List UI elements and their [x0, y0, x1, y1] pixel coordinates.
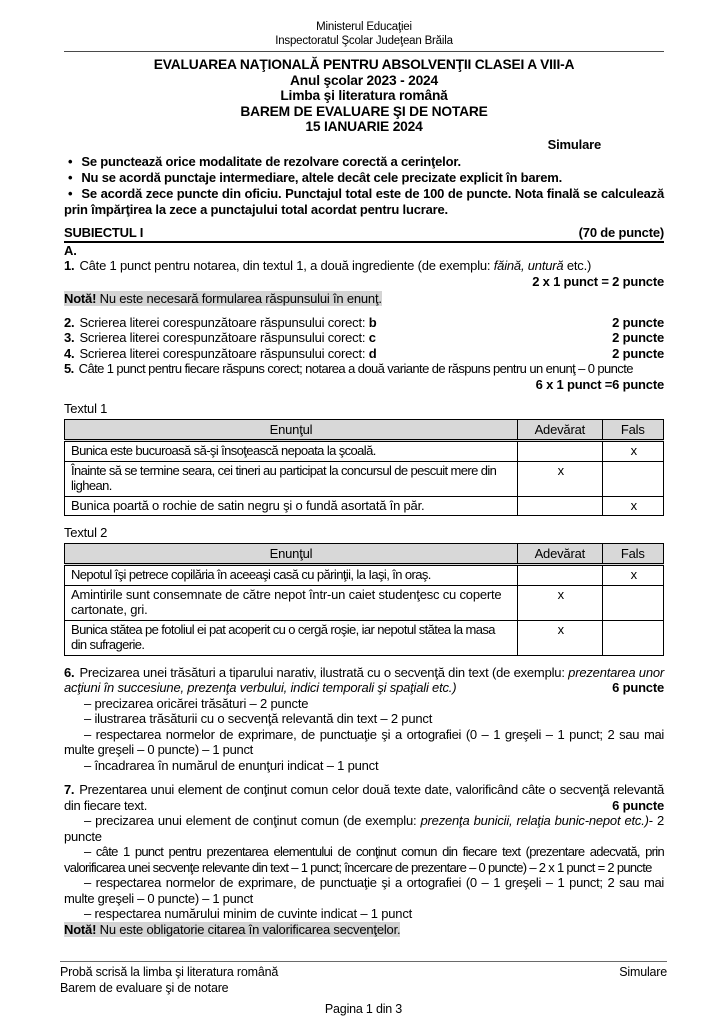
- table1-header-adevarat: Adevărat: [518, 419, 603, 441]
- truth-table-1: [64, 419, 664, 517]
- table-row: [65, 565, 664, 586]
- adevarat-cell: x: [518, 461, 603, 496]
- q5-points: 6 x 1 punct =6 puncte: [535, 376, 664, 392]
- q7-points: 6 puncte: [612, 797, 664, 813]
- subject-name: Limba şi literatura română: [280, 88, 448, 103]
- q4-text-wrap: [64, 346, 376, 362]
- footer-exam-type: Probă scrisă la limba şi literatura română: [60, 965, 279, 979]
- table1-header-row: [65, 419, 664, 441]
- q7-number: 7.: [64, 782, 75, 797]
- q5-number: 5.: [64, 361, 74, 376]
- q2-line: [64, 315, 664, 331]
- q1-examples: făină, untură: [493, 258, 564, 273]
- table1-title: Textul 1: [64, 401, 108, 416]
- fals-cell: [602, 620, 663, 655]
- note-2-label: Notă!: [64, 921, 97, 937]
- q5-text: Câte 1 punct pentru fiecare răspuns corect; notarea a două variante de răspuns pentru un enunţ – 0 puncte: [78, 361, 633, 376]
- q2-number: 2.: [64, 314, 75, 330]
- q7-criterion-text: – precizarea unui element de conţinut comun (de exemplu:: [84, 813, 421, 828]
- q2-text: Scrierea literei corespunzătoare răspunsului corect:: [79, 314, 369, 330]
- fals-cell: x: [602, 496, 663, 516]
- statement-cell: Înainte să se termine seara, cei tineri au participat la concursul de pescuit mere din lighean.: [65, 461, 518, 496]
- statement-cell: Amintirile sunt consemnate de către nepot într-un caiet studenţesc cu coperte cartonate, gri.: [65, 585, 518, 620]
- q2-answer: b: [368, 314, 377, 330]
- school-year: Anul şcolar 2023 - 2024: [289, 72, 438, 88]
- q6-points: 6 puncte: [612, 680, 664, 695]
- rules-list: [64, 154, 664, 218]
- q7-criterion: – câte 1 punct pentru prezentarea elementului de conţinut comun din fiecare text (prezentare adecvată, prin valorificarea unei secvenţe relevante din text – 1 punct; încercare de prezentare – 0 puncte) – 2 x 1 punct = 2 puncte: [64, 844, 664, 875]
- footer-row: [60, 965, 667, 996]
- q6-criterion: – respectarea normelor de exprimare, de punctuaţie şi a ortografiei (0 – 1 greşeli – 1 punct; 2 sau mai multe greşeli – 0 puncte) – 1 punct: [64, 726, 664, 757]
- table-row: [65, 620, 664, 655]
- q3-text: Scrierea literei corespunzătoare răspunsului corect:: [79, 330, 369, 345]
- adevarat-cell: x: [518, 620, 603, 655]
- q6-criterion: – ilustrarea trăsăturii cu o secvenţă relevantă din text – 2 punct: [84, 711, 433, 726]
- section-a-label: A.: [64, 242, 77, 258]
- bullet-icon: •: [68, 186, 73, 201]
- q7-text: Prezentarea unui element de conţinut comun celor două texte date, valorificând câte o secvenţă relevantă din fiecare text.: [64, 782, 664, 813]
- bullet-icon: •: [68, 170, 73, 185]
- title-block: [64, 57, 664, 135]
- table2-title: Textul 2: [64, 525, 108, 540]
- q6-number: 6.: [64, 664, 75, 680]
- barem-title: BAREM DE EVALUARE ŞI DE NOTARE: [240, 103, 488, 119]
- q3-answer: c: [368, 330, 376, 345]
- subject-points: (70 de puncte): [578, 225, 664, 240]
- inspectorate-name: Inspectoratul Şcolar Judeţean Brăila: [275, 34, 453, 47]
- table-row: [65, 585, 664, 620]
- q6-examples: prezentarea unor acţiuni în succesiune, prezenţa verbului, indici temporali şi spaţiali etc.): [64, 664, 665, 695]
- table2-header-adevarat: Adevărat: [518, 543, 603, 565]
- adevarat-cell: [518, 565, 603, 586]
- q7-lead: [64, 782, 664, 813]
- table1-header-fals: Fals: [602, 419, 663, 441]
- exam-title: EVALUAREA NAŢIONALĂ PENTRU ABSOLVENŢII CLASEI A VIII-A: [153, 57, 575, 72]
- rule-text: Se acordă zece puncte din oficiu. Punctajul total este de 100 de puncte. Nota finală se calculează prin împărţirea la zece a punctajului total acordat pentru lucrare.: [64, 186, 664, 217]
- q1-text: Câte 1 punct pentru notarea, din textul 1, a două ingrediente (de exemplu:: [79, 258, 494, 273]
- q4-points: 2 puncte: [612, 345, 664, 361]
- q3-text-wrap: [64, 330, 376, 346]
- table-row: [65, 461, 664, 496]
- table-row: [65, 441, 664, 462]
- page-footer: [60, 961, 667, 1018]
- q6-criterion: – încadrarea în numărul de enunţuri indicat – 1 punct: [84, 757, 379, 773]
- q1-text-end: etc.): [563, 258, 592, 273]
- ministry-name: Ministerul Educaţiei: [316, 21, 412, 33]
- table1-header-enunt: Enunţul: [65, 419, 518, 441]
- table2-header-enunt: Enunţul: [65, 543, 518, 565]
- q4-text: Scrierea literei corespunzătoare răspunsului corect:: [79, 345, 369, 361]
- q6-lead: [64, 665, 664, 696]
- statement-cell: Bunica este bucuroasă să-şi însoţească nepoata la şcoală.: [65, 441, 518, 462]
- q6-text: Precizarea unei trăsături a tiparului narativ, ilustrată cu o secvenţă din text (de exemplu:: [79, 664, 569, 680]
- fals-cell: x: [602, 441, 663, 462]
- exam-date: 15 IANUARIE 2024: [305, 119, 423, 134]
- q3-line: [64, 330, 664, 346]
- note-1-text: Nu este necesară formularea răspunsului în enunţ.: [96, 291, 382, 306]
- q6-criterion: – precizarea oricărei trăsături – 2 puncte: [84, 695, 309, 711]
- document-header: [64, 21, 664, 48]
- q7-criterion-text-end: - 2 puncte: [64, 813, 664, 844]
- q7-criterion: – respectarea numărului minim de cuvinte indicat – 1 punct: [84, 906, 413, 921]
- q4-answer: d: [368, 345, 377, 361]
- q3-number: 3.: [64, 330, 75, 345]
- q5-line: [64, 361, 664, 377]
- statement-cell: Nepotul îşi petrece copilăria în aceeaşi casă cu părinţii, la Iaşi, în oraş.: [65, 565, 518, 586]
- statement-cell: Bunica stătea pe fotoliul ei pat acoperit cu o cergă roşie, iar nepotul stătea la masa din sufragerie.: [65, 620, 518, 655]
- session-label: Simulare: [547, 136, 601, 152]
- rule-text: Nu se acordă punctaje intermediare, altele decât cele precizate explicit în barem.: [81, 170, 563, 185]
- footer-session-label: Simulare: [619, 965, 667, 979]
- rule-item: [64, 170, 664, 186]
- note-1-label: Notă!: [64, 291, 97, 306]
- rule-item: [64, 186, 664, 218]
- note-2-text: Nu este obligatorie citarea în valorificarea secvenţelor.: [96, 921, 401, 937]
- q7-criterion: – respectarea normelor de exprimare, de punctuaţie şi a ortografiei (0 – 1 greşeli – 1 punct; 2 sau mai multe greşeli – 0 puncte) – 1 punct: [64, 875, 664, 906]
- q1-points: 2 x 1 punct = 2 puncte: [532, 273, 664, 289]
- adevarat-cell: [518, 441, 603, 462]
- q1-number: 1.: [64, 258, 75, 273]
- footer-left: [60, 965, 278, 996]
- truth-table-2: [64, 543, 664, 656]
- q4-number: 4.: [64, 345, 75, 361]
- fals-cell: x: [602, 565, 663, 586]
- note-2: [64, 922, 664, 938]
- q1-line: [64, 258, 664, 274]
- table2-header-fals: Fals: [602, 543, 663, 565]
- bullet-icon: •: [68, 154, 73, 169]
- subject-header: [64, 225, 664, 243]
- rule-text: Se punctează orice modalitate de rezolvare corectă a cerinţelor.: [81, 154, 461, 169]
- statement-cell: Bunica poartă o rochie de satin negru şi o fundă asortată în păr.: [65, 496, 518, 516]
- footer-barem-label: Barem de evaluare şi de notare: [60, 980, 229, 995]
- q4-line: [64, 346, 664, 362]
- q2-text-wrap: [64, 315, 376, 331]
- adevarat-cell: [518, 496, 603, 516]
- q3-points: 2 puncte: [612, 330, 664, 345]
- note-1: [64, 291, 664, 307]
- page-number: Pagina 1 din 3: [324, 1002, 403, 1016]
- q7-criterion-examples: prezenţa bunicii, relaţia bunic-nepot etc.): [420, 813, 649, 828]
- subject-title: SUBIECTUL I: [64, 225, 144, 240]
- fals-cell: [602, 585, 663, 620]
- q7-criterion: [64, 813, 664, 844]
- header-divider: [64, 51, 664, 52]
- adevarat-cell: x: [518, 585, 603, 620]
- fals-cell: [602, 461, 663, 496]
- table2-header-row: [65, 543, 664, 565]
- rule-item: [64, 154, 664, 170]
- table-row: [65, 496, 664, 516]
- q2-points: 2 puncte: [612, 314, 664, 330]
